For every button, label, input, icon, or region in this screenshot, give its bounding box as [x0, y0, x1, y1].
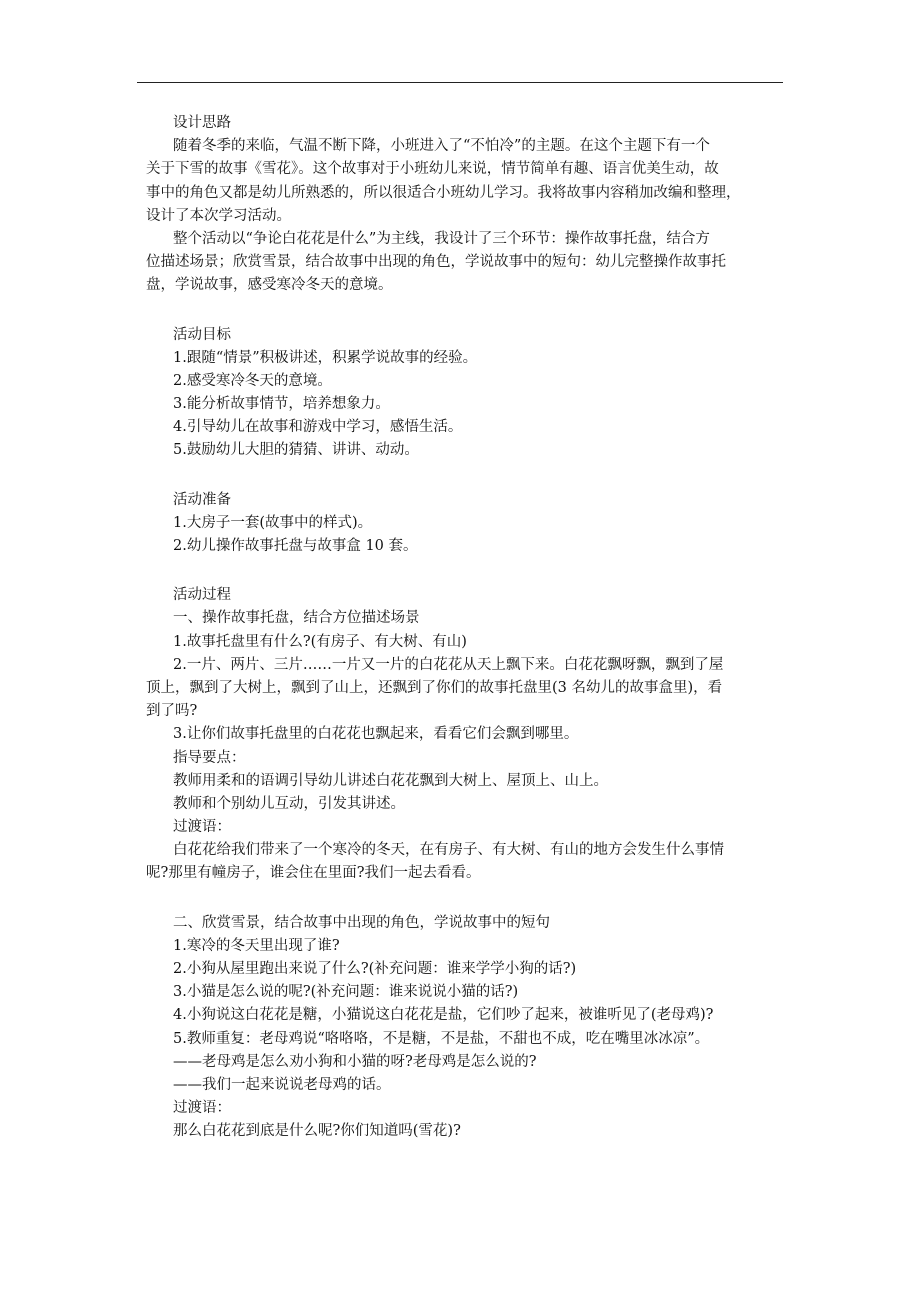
section-title-goals: 活动目标 — [173, 326, 231, 343]
guide-item: 教师用柔和的语调引导幼儿讲述白花花飘到大树上、屋顶上、山上。 — [173, 772, 608, 789]
paragraph-line: 位描述场景；欣赏雪景，结合故事中出现的角色，学说故事中的短句：幼儿完整操作故事托 — [146, 254, 726, 271]
guide-item: 教师和个别幼儿互动，引发其讲述。 — [173, 795, 405, 812]
transition-text: 白花花给我们带来了一个寒冷的冬天，在有房子、有大树、有山的地方会发生什么事情 — [173, 842, 724, 859]
spacer — [173, 298, 785, 324]
header-rule — [137, 82, 783, 83]
spacer — [173, 463, 785, 489]
section-title-design: 设计思路 — [173, 115, 231, 131]
list-item: ——我们一起来说说老母鸡的话。 — [173, 1076, 391, 1093]
list-item: 4.小狗说这白花花是糖，小猫说这白花花是盐，它们吵了起来，被谁听见了(老母鸡)? — [173, 1007, 714, 1024]
subsection-heading: 一、操作故事托盘，结合方位描述场景 — [173, 610, 420, 627]
transition-title: 过渡语： — [173, 819, 231, 836]
list-item: ——老母鸡是怎么劝小狗和小猫的呀?老母鸡是怎么说的? — [173, 1053, 537, 1070]
transition-text: 呢?那里有幢房子，谁会住在里面?我们一起去看看。 — [146, 865, 481, 882]
paragraph-line: 随着冬季的来临，气温不断下降，小班进入了“不怕冷”的主题。在这个主题下有一个 — [173, 138, 710, 155]
paragraph-line: 事中的角色又都是幼儿所熟悉的，所以很适合小班幼儿学习。我将故事内容稍加改编和整理， — [146, 184, 741, 201]
list-item: 1.故事托盘里有什么?(有房子、有大树、有山) — [173, 633, 467, 650]
list-item: 1.跟随“情景”积极讲述，积累学说故事的经验。 — [173, 349, 478, 366]
list-item: 5.鼓励幼儿大胆的猜猜、讲讲、动动。 — [173, 442, 419, 459]
list-item: 2.幼儿操作故事托盘与故事盒 10 套。 — [173, 538, 418, 554]
list-item: 2.小狗从屋里跑出来说了什么?(补充问题：谁来学学小狗的话?) — [173, 961, 577, 977]
guide-title: 指导要点： — [173, 749, 246, 766]
spacer — [173, 558, 785, 584]
section-title-process: 活动过程 — [173, 587, 231, 604]
list-item: 3.让你们故事托盘里的白花花也飘起来，看看它们会飘到哪里。 — [173, 726, 579, 743]
list-item: 3.能分析故事情节，培养想象力。 — [173, 396, 390, 413]
transition-text: 那么白花花到底是什么呢?你们知道吗(雪花)? — [173, 1123, 461, 1140]
list-item: 3.小猫是怎么说的呢?(补充问题：谁来说说小猫的话?) — [173, 984, 519, 1001]
list-item: 顶上，飘到了大树上，飘到了山上，还飘到了你们的故事托盘里(3 名幼儿的故事盒里)，看 — [146, 679, 723, 696]
section-title-prep: 活动准备 — [173, 491, 231, 508]
list-item: 2.一片、两片、三片……一片又一片的白花花从天上飘下来。白花花飘呀飘，飘到了屋 — [173, 656, 724, 673]
list-item: 到了吗? — [146, 703, 198, 720]
list-item: 1.寒冷的冬天里出现了谁? — [173, 937, 340, 954]
list-item: 4.引导幼儿在故事和游戏中学习，感悟生活。 — [173, 419, 463, 436]
list-item: 2.感受寒冷冬天的意境。 — [173, 372, 332, 389]
document-body — [146, 112, 785, 1144]
subsection-heading: 二、欣赏雪景，结合故事中出现的角色，学说故事中的短句 — [173, 914, 550, 931]
list-item: 5.教师重复：老母鸡说“咯咯咯，不是糖，不是盐，不甜也不成，吃在嘴里冰冰凉”。 — [173, 1030, 710, 1047]
list-item: 1.大房子一套(故事中的样式)。 — [173, 514, 373, 531]
transition-title: 过渡语： — [173, 1100, 231, 1117]
paragraph-line: 关于下雪的故事《雪花》。这个故事对于小班幼儿来说，情节简单有趣、语言优美生动，故 — [146, 161, 719, 178]
paragraph-line: 设计了本次学习活动。 — [146, 207, 291, 224]
paragraph-line: 整个活动以“争论白花花是什么”为主线，我设计了三个环节：操作故事托盘，结合方 — [173, 230, 710, 247]
spacer — [173, 886, 785, 912]
paragraph-line: 盘，学说故事，感受寒冷冬天的意境。 — [146, 277, 393, 294]
